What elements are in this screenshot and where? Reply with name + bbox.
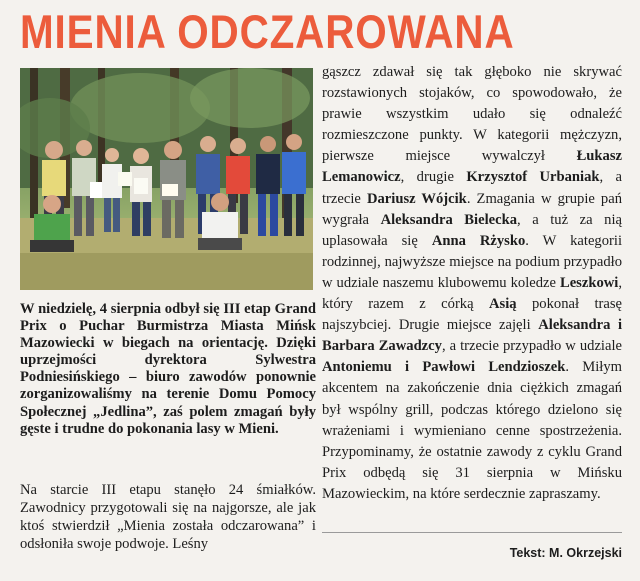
highlighted-name: Leszkowi (559, 274, 619, 291)
highlighted-name: Aleksandra Bielecka (380, 211, 517, 228)
body-text-run: , a tuż za nią uplasowała się (322, 211, 622, 249)
article-byline: Tekst: M. Okrzejski (509, 546, 622, 560)
group-photo (20, 68, 313, 290)
article-lead: W niedzielę, 4 sierpnia odbył się III etap Grand Prix o Puchar Burmistrza Miasta Mińsk Mazowiecki w biegach na orientację. Dzięki uprzejmości dyrektora Sylwestra Podniesińskiego – biuro zawodów ponownie zorganizowaliśmy na terenie Domu Pomocy Społecznej „Jedlina”, zaś polem zmagań były gęste i trudne do pokonania lasy w Mieni. (20, 301, 316, 437)
body-text-run: , a trzecie (322, 169, 622, 207)
highlighted-name: Łukasz Lemanowicz (322, 148, 622, 186)
body-text-run: . Miłym akcentem na zakończenie dnia ciężkich zmagań był wspólny grill, podczas którego dzielono się wrażeniami i wymieniano cenne spostrzeżenia. Przypominamy, że ostatnie zawody z cyklu Grand Prix odbędą się 31 sierpnia w Mińsku Mazowieckim, na które serdecznie zapraszamy. (322, 359, 623, 502)
group-photo-illustration (20, 68, 313, 290)
article-headline: MIENIA ODCZAROWANA (20, 5, 515, 58)
body-text-run: . W kategorii rodzinnej, najwyższe miejsce na podium przypadło w udziale naszemu klubowemu koledze (322, 232, 622, 291)
highlighted-name: Aleksandra i Barbara Zawadzcy (322, 317, 622, 355)
body-text-run: , a trzecie przypadło w udziale (441, 338, 622, 355)
highlighted-name: Anna Rżysko (431, 232, 526, 249)
body-text-run: . Zmagania w grupie pań wygrała (322, 190, 622, 228)
body-text-run: gąszcz zdawał się tak głęboko nie skrywać rozstawionych stojaków, co spowodowało, że prawie wszystkim udało się odnaleźć rozmieszczone punkty. W kategorii mężczyzn, pierwsze miejsce wywalczył (322, 64, 622, 165)
highlighted-name: Dariusz Wójcik (366, 190, 467, 207)
highlighted-name: Krzysztof Urbaniak (466, 169, 600, 186)
body-text-run: , który razem z córką (322, 274, 622, 313)
byline-divider (322, 532, 622, 533)
article-body-right (322, 62, 622, 505)
body-text-run: , drugie (400, 169, 467, 186)
highlighted-name: Antoniemu i Pawłowi Lendzioszek (322, 359, 566, 376)
highlighted-name: Asią (489, 296, 517, 313)
body-text-run: pokonał trasę najszybciej. Drugie miejsce zajęli (322, 296, 622, 334)
article-body-left: Na starcie III etapu stanęło 24 śmiałków. Zawodnicy przygotowali się na najgorsze, ale jak ktoś stwierdził „Mienia została odczarowana” i odsłoniła swoje podwoje. Leśny (20, 482, 316, 552)
